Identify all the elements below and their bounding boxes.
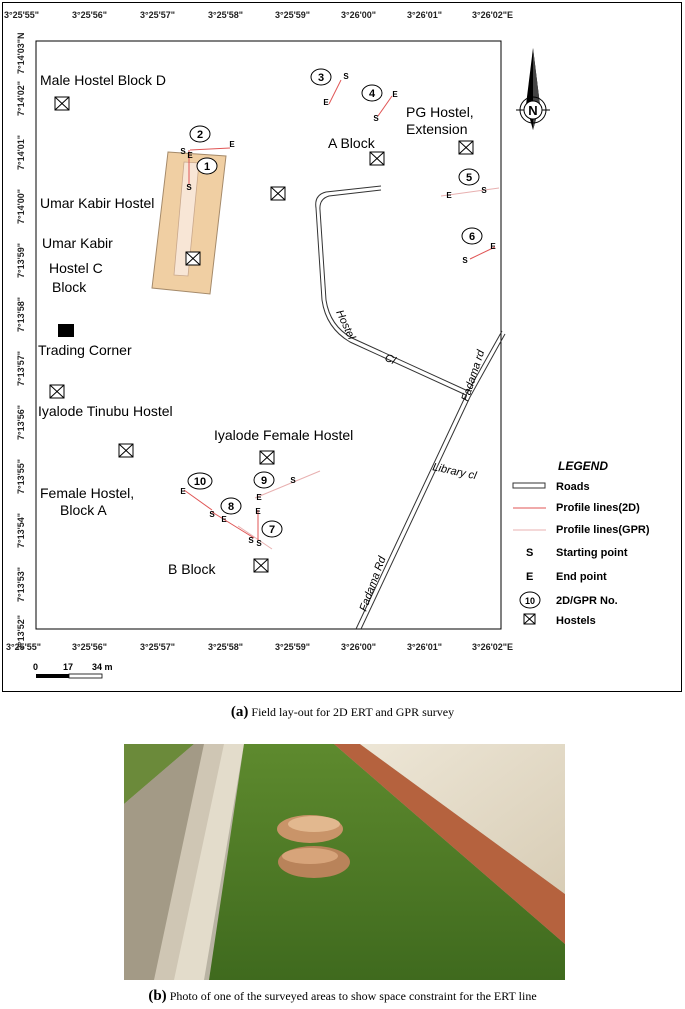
top-tick: 3°26'02"E	[472, 10, 514, 20]
end-marker: E	[187, 151, 193, 160]
hostel-icon	[254, 559, 268, 572]
hostel-icon	[50, 385, 64, 398]
top-tick: 3°25'58"	[208, 10, 244, 20]
road-fadama-edge	[361, 334, 505, 629]
legend-end-symbol: E	[526, 571, 534, 583]
legend-start-symbol: S	[526, 547, 534, 559]
profile-number: 2	[196, 129, 204, 141]
label-umar-kabir-c: Hostel C	[49, 260, 103, 276]
scale-bar	[33, 662, 113, 678]
profile-number: 6	[468, 231, 476, 243]
caption-b-letter: (b)	[148, 988, 167, 1004]
start-marker: S	[481, 186, 487, 195]
scale-mid: 17	[63, 662, 74, 672]
start-marker: S	[256, 539, 262, 548]
start-marker: S	[209, 510, 215, 519]
end-marker: E	[446, 191, 452, 200]
left-tick: 7°13'57"	[16, 350, 26, 386]
top-tick: 3°25'55"	[4, 10, 40, 20]
bottom-tick: 3°25'58"	[208, 642, 244, 652]
end-marker: E	[221, 515, 227, 524]
left-tick: 7°14'00"	[16, 188, 26, 224]
start-marker: S	[186, 183, 192, 192]
legend-number-symbol: 10	[524, 596, 536, 606]
trading-corner-marker	[58, 324, 74, 337]
end-marker: E	[490, 242, 496, 251]
profile-line-3	[329, 80, 341, 104]
top-tick: 3°26'01"	[407, 10, 443, 20]
start-marker: S	[373, 114, 379, 123]
left-tick: 7°14'03"N	[16, 32, 26, 74]
road-label-hostel: Hostel	[333, 308, 358, 342]
label-b-block: B Block	[168, 561, 216, 577]
road-labels	[333, 308, 487, 613]
road-label-fadama: Fadama rd	[459, 348, 488, 403]
legend-number: 2D/GPR No.	[556, 595, 618, 607]
roads	[316, 186, 505, 629]
caption-b-text: Photo of one of the surveyed areas to show space constraint for the ERT line	[169, 989, 537, 1003]
start-marker: S	[180, 147, 186, 156]
label-umar-kabir-c: Umar Kabir	[42, 235, 113, 251]
left-tick: 7°13'59"	[16, 242, 26, 278]
caption-a-text: Field lay-out for 2D ERT and GPR survey	[251, 705, 455, 719]
legend-title: LEGEND	[558, 459, 609, 473]
end-marker: E	[229, 140, 235, 149]
start-marker: S	[343, 72, 349, 81]
start-marker: S	[290, 476, 296, 485]
road-label-cl: Cl	[382, 351, 398, 368]
profile-number: 7	[268, 524, 276, 536]
profile-number: 1	[203, 161, 211, 173]
caption-b	[0, 988, 685, 1005]
legend-profile-gpr: Profile lines(GPR)	[556, 524, 650, 536]
left-tick: 7°14'01"	[16, 134, 26, 170]
top-tick: 3°25'59"	[275, 10, 311, 20]
legend	[513, 459, 650, 627]
hostel-icon	[370, 152, 384, 165]
label-a-block: A Block	[328, 135, 375, 151]
scale-zero: 0	[33, 662, 39, 672]
top-ticks	[4, 10, 513, 20]
end-marker: E	[180, 487, 186, 496]
profile-number: 3	[317, 72, 325, 84]
left-tick: 7°13'55"	[16, 458, 26, 494]
label-iyalode-tinubu: Iyalode Tinubu Hostel	[38, 403, 173, 419]
legend-roads: Roads	[556, 481, 590, 493]
road-label-library: Library cl	[431, 461, 478, 483]
legend-profile-2d: Profile lines(2D)	[556, 502, 640, 514]
hostel-icon	[260, 451, 274, 464]
road-label-fadama-rd: Fadama Rd	[357, 554, 389, 614]
profile-number: 10	[193, 476, 207, 488]
hostel-icon	[186, 252, 200, 265]
profile-line-2	[190, 148, 230, 150]
hostel-icon	[459, 141, 473, 154]
end-marker: E	[256, 493, 262, 502]
label-trading-corner: Trading Corner	[38, 342, 132, 358]
north-arrow-icon	[516, 48, 550, 130]
hostel-icon	[119, 444, 133, 457]
label-pg-hostel: PG Hostel,	[406, 104, 474, 120]
label-umar-kabir-c: Block	[52, 279, 87, 295]
hostel-icon	[524, 614, 535, 624]
left-tick: 7°13'52"	[16, 614, 26, 650]
label-iyalode-female: Iyalode Female Hostel	[214, 427, 354, 443]
bottom-tick: 3°26'01"	[407, 642, 443, 652]
label-male-hostel-d: Male Hostel Block D	[40, 72, 167, 88]
label-pg-hostel-ext: Extension	[406, 121, 468, 137]
top-tick: 3°26'00"	[341, 10, 377, 20]
label-female-hostel-a: Block A	[60, 502, 107, 518]
grass-strip-photo	[124, 744, 565, 980]
scale-end: 34 m	[92, 662, 113, 672]
bottom-tick: 3°25'57"	[140, 642, 176, 652]
legend-hostels: Hostels	[556, 615, 596, 627]
left-ticks	[16, 32, 26, 650]
profile-line-10	[184, 490, 212, 510]
bottom-tick: 3°25'56"	[72, 642, 108, 652]
left-tick: 7°13'54"	[16, 512, 26, 548]
bottom-ticks	[6, 642, 513, 652]
top-tick: 3°25'57"	[140, 10, 176, 20]
profile-line-8	[212, 512, 254, 538]
bottom-tick: 3°26'02"E	[472, 642, 514, 652]
left-tick: 7°13'53"	[16, 566, 26, 602]
bottom-tick: 3°25'55"	[6, 642, 42, 652]
bottom-tick: 3°25'59"	[275, 642, 311, 652]
profile-number: 9	[260, 475, 268, 487]
hostel-icon	[55, 97, 69, 110]
north-letter: N	[528, 103, 538, 118]
caption-a	[0, 704, 685, 721]
top-tick: 3°25'56"	[72, 10, 108, 20]
bottom-tick: 3°26'00"	[341, 642, 377, 652]
label-umar-kabir-hostel: Umar Kabir Hostel	[40, 195, 155, 211]
hostel-icon	[271, 187, 285, 200]
left-tick: 7°13'58"	[16, 296, 26, 332]
end-marker: E	[392, 90, 398, 99]
profile-number: 8	[227, 501, 235, 513]
profile-line-4	[378, 96, 392, 116]
legend-end: End point	[556, 571, 607, 583]
left-tick: 7°14'02"	[16, 80, 26, 116]
profile-number: 4	[368, 88, 376, 100]
label-female-hostel-a: Female Hostel,	[40, 485, 135, 501]
start-marker: S	[248, 536, 254, 545]
caption-a-letter: (a)	[230, 704, 249, 720]
start-marker: S	[462, 256, 468, 265]
profile-number: 5	[465, 172, 473, 184]
legend-start: Starting point	[556, 547, 628, 559]
end-marker: E	[255, 507, 261, 516]
left-tick: 7°13'56"	[16, 404, 26, 440]
end-marker: E	[323, 98, 329, 107]
